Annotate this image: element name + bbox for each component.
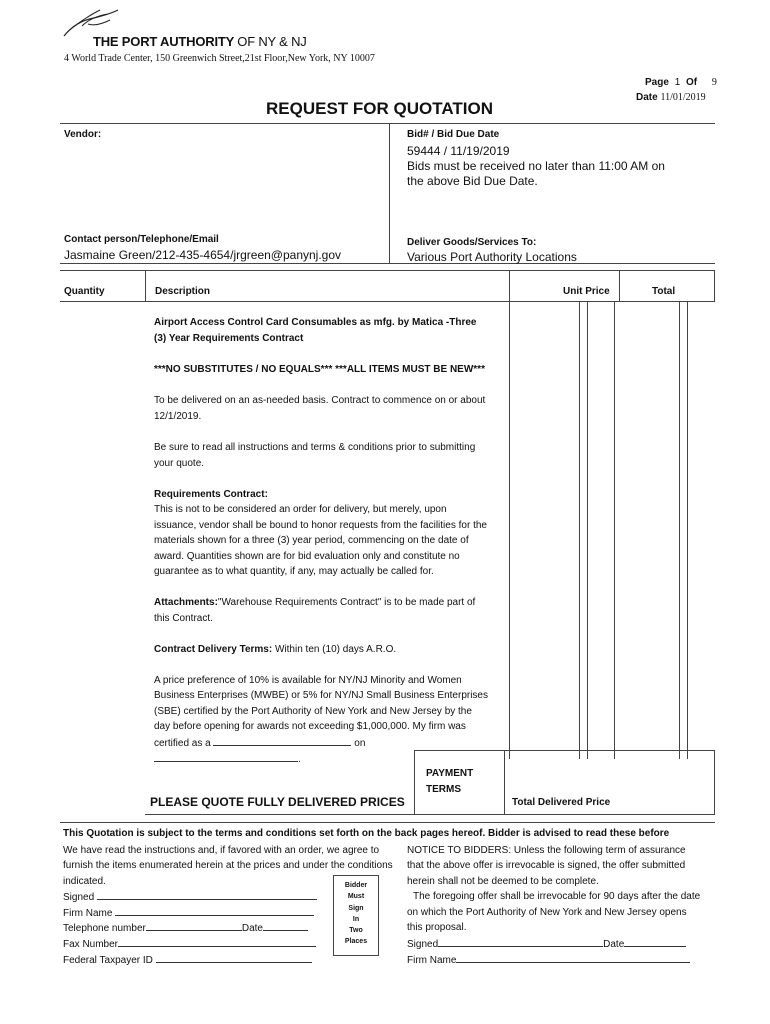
- notice-line-3: herein shall not be deemed to be complete.: [407, 876, 599, 887]
- taxpayer-label: Federal Taxpayer ID: [63, 955, 153, 966]
- date-value: 11/01/2019: [660, 92, 706, 103]
- contact-value: Jasmaine Green/212-435-4654/jrgreen@panynj.gov: [64, 248, 342, 262]
- notice-line-4: The foregoing offer shall be irrevocable for 90 days after the date: [413, 891, 701, 902]
- please-quote-note: PLEASE QUOTE FULLY DELIVERED PRICES: [150, 795, 405, 809]
- requirements-line-3: materials shown for a three (3) year period, commencing on the date of: [154, 535, 469, 546]
- item-description-1: Airport Access Control Card Consumables as mfg. by Matica -Three: [154, 317, 477, 328]
- page-title: REQUEST FOR QUOTATION: [266, 99, 493, 118]
- bid-label: Bid# / Bid Due Date: [407, 129, 500, 140]
- deliver-value: Various Port Authority Locations: [407, 250, 577, 264]
- page-number: 1: [674, 77, 681, 88]
- agreement-line-1: We have read the instructions and, if favored with an order, we agree to: [63, 845, 380, 856]
- delivery-terms: [154, 642, 396, 658]
- read-note-2: your quote.: [154, 458, 205, 469]
- bid-value: 59444 / 11/19/2019: [407, 144, 510, 158]
- notice-firm-row: [407, 952, 690, 969]
- org-name-bold: THE PORT AUTHORITY: [93, 34, 234, 49]
- firm-name-field[interactable]: [115, 905, 314, 916]
- attachments-line-1: [154, 595, 475, 611]
- preference-line-6: .: [154, 751, 301, 768]
- telephone-date-field[interactable]: [263, 920, 308, 931]
- notice-signed-field[interactable]: [438, 936, 603, 947]
- no-substitutes-note: ***NO SUBSTITUTES / NO EQUALS*** ***ALL ITEMS MUST BE NEW***: [154, 364, 485, 375]
- preference-line-5: [154, 735, 365, 752]
- preference-line-3: (SBE) certified by the Port Authority of New York and New Jersey by the: [154, 706, 472, 717]
- preference-line-2: Business Enterprises (MWBE) or 5% for NY/NJ Small Business Enterprises: [154, 690, 488, 701]
- preference-line-1: A price preference of 10% is available for NY/NJ Minority and Women: [154, 675, 462, 686]
- notice-line-2: that the above offer is irrevocable is signed, the offer submitted: [407, 860, 686, 871]
- col-quantity: Quantity: [64, 286, 105, 297]
- attachments-text: "Warehouse Requirements Contract" is to be made part of: [217, 597, 476, 608]
- attachments-line-2: this Contract.: [154, 613, 213, 624]
- certified-as-field[interactable]: [213, 735, 351, 746]
- deliver-label: Deliver Goods/Services To:: [407, 237, 537, 248]
- vendor-label: Vendor:: [64, 129, 102, 140]
- telephone-row: [63, 920, 308, 937]
- page-total: 9: [711, 77, 717, 88]
- terms-conditions-note: This Quotation is subject to the terms and conditions set forth on the back pages hereof. Bidder is advised to read these before: [63, 828, 670, 839]
- signed-field[interactable]: [97, 889, 317, 900]
- telephone-date-label: Date: [241, 923, 263, 934]
- fax-label: Fax Number: [63, 939, 119, 950]
- requirements-title: Requirements Contract:: [154, 489, 268, 500]
- fax-row: [63, 936, 316, 953]
- agreement-line-3: indicated.: [63, 876, 106, 887]
- bid-note-1: Bids must be received no later than 11:00 AM on: [407, 159, 665, 173]
- taxpayer-field[interactable]: [156, 952, 312, 963]
- fax-field[interactable]: [118, 936, 316, 947]
- delivery-terms-title: Contract Delivery Terms:: [154, 644, 273, 655]
- bidder-must-sign-box: [333, 875, 379, 956]
- page-label: Page: [645, 77, 669, 88]
- org-name-rest: OF NY & NJ: [237, 34, 307, 49]
- item-description-2: (3) Year Requirements Contract: [154, 333, 304, 344]
- preference-line-4: day before opening for awards not exceeding $1,000,000. My firm was: [154, 721, 466, 732]
- date-indicator: [636, 92, 706, 103]
- certified-as-label: certified as a: [154, 738, 211, 749]
- bidder-must-sign-text: Bidder Must Sign In Two Places: [344, 882, 368, 946]
- bid-note-2: the above Bid Due Date.: [407, 174, 538, 188]
- notice-date-field[interactable]: [624, 936, 686, 947]
- firm-name-label: Firm Name: [63, 908, 113, 919]
- signed-label: Signed: [63, 892, 95, 903]
- of-label: Of: [686, 77, 698, 88]
- notice-signed-label: Signed: [407, 939, 439, 950]
- notice-date-label: Date: [603, 939, 625, 950]
- telephone-label: Telephone number: [63, 923, 146, 934]
- attachments-title: Attachments:: [154, 597, 218, 608]
- page-indicator: [645, 77, 717, 88]
- col-description: Description: [155, 286, 211, 297]
- delivery-terms-text: Within ten (10) days A.R.O.: [272, 644, 397, 655]
- requirements-line-1: This is not to be considered an order for delivery, but merely, upon: [154, 504, 447, 515]
- requirements-line-5: guarantee as to what quantity, if any, may actually be called for.: [154, 566, 434, 577]
- signed-row: [63, 889, 317, 906]
- notice-signed-row: [407, 936, 686, 953]
- payment-terms-label: PAYMENT TERMS: [426, 768, 474, 795]
- total-delivered-price-label: Total Delivered Price: [512, 797, 611, 808]
- delivery-note-1: To be delivered on an as-needed basis. Contract to commence on or about: [154, 395, 486, 406]
- org-name: [93, 34, 307, 49]
- col-unit-price: Unit Price: [563, 286, 610, 297]
- address: 4 World Trade Center, 150 Greenwich Street,21st Floor,New York, NY 10007: [64, 53, 375, 64]
- telephone-field[interactable]: [146, 920, 242, 931]
- col-total: Total: [652, 286, 676, 297]
- agreement-line-2: furnish the items enumerated herein at the prices and under the conditions: [63, 860, 393, 871]
- notice-line-5: on which the Port Authority of New York and New Jersey opens: [407, 907, 687, 918]
- requirements-line-2: issuance, vendor shall be bound to honor requests from the facilities for the: [154, 520, 487, 531]
- read-note-1: Be sure to read all instructions and terms & conditions prior to submitting: [154, 442, 476, 453]
- taxpayer-row: [63, 952, 312, 969]
- date-label: Date: [636, 92, 658, 103]
- notice-line-1: NOTICE TO BIDDERS: Unless the following term of assurance: [407, 845, 686, 856]
- notice-firm-label: Firm Name: [407, 955, 457, 966]
- delivery-note-2: 12/1/2019.: [154, 411, 202, 422]
- contact-label: Contact person/Telephone/Email: [64, 234, 219, 245]
- notice-firm-field[interactable]: [456, 952, 690, 963]
- certified-on-label: on: [354, 738, 366, 749]
- certified-date-field[interactable]: [154, 751, 298, 762]
- notice-line-6: this proposal.: [407, 922, 467, 933]
- requirements-line-4: award. Quantities shown are for bid evaluation only and constitute no: [154, 551, 460, 562]
